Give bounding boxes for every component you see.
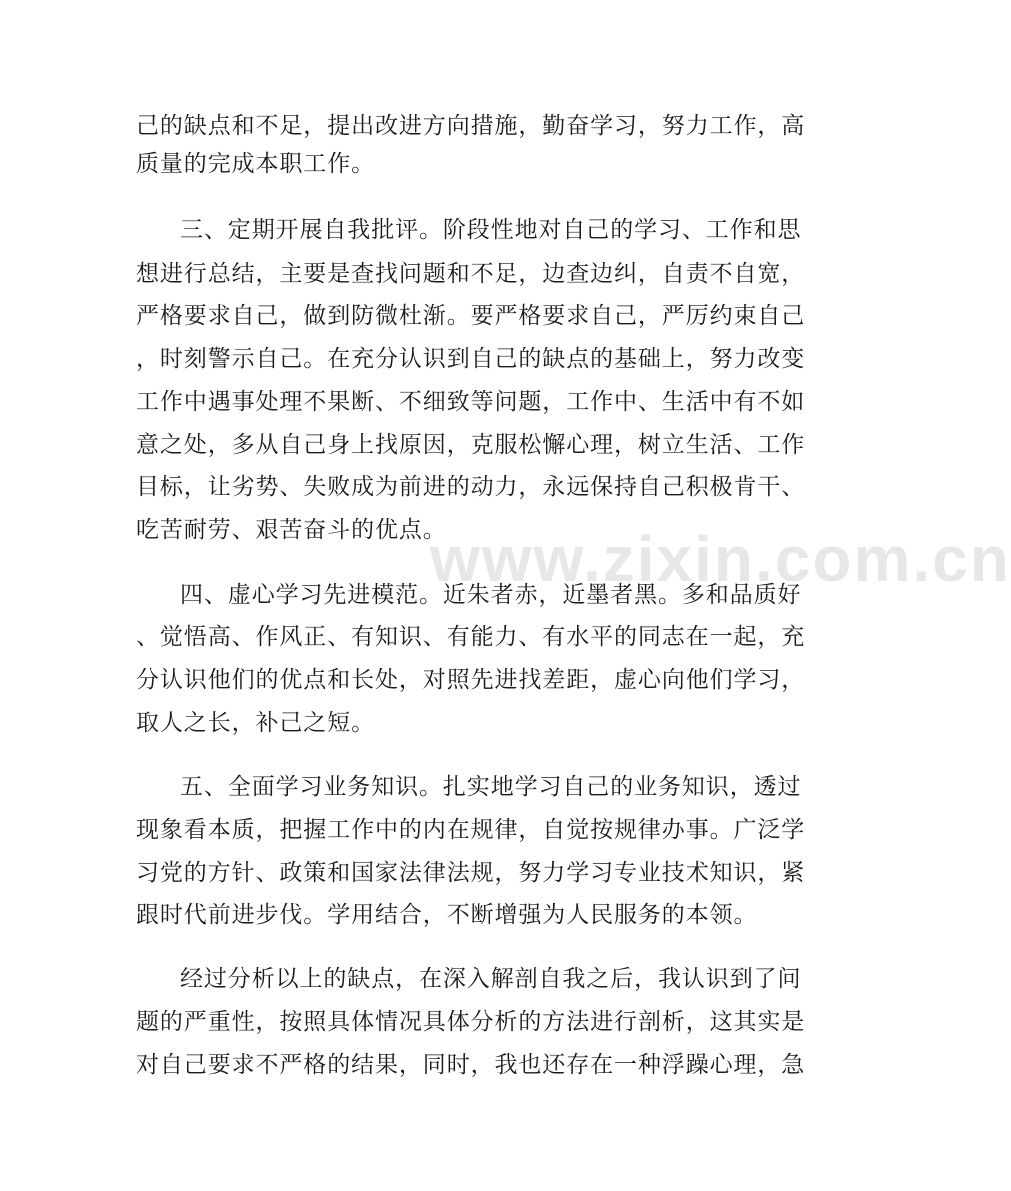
- text-line: 对自己要求不严格的结果，同时，我也还存在一种浮躁心理，急: [136, 1052, 806, 1078]
- text-line: ，时刻警示自己。在充分认识到自己的缺点的基础上，努力改变: [136, 346, 806, 372]
- text-line: 现象看本质，把握工作中的内在规律，自觉按规律办事。广泛学: [136, 817, 806, 843]
- paragraph-4-heading-line: 四、虚心学习先进模范。近朱者赤，近墨者黑。多和品质好: [180, 582, 802, 608]
- text-line: 己的缺点和不足，提出改进方向措施，勤奋学习，努力工作，高: [136, 113, 806, 139]
- paragraph-5-heading-line: 五、全面学习业务知识。扎实地学习自己的业务知识，透过: [180, 774, 802, 800]
- paragraph-3-heading-line: 三、定期开展自我批评。阶段性地对自己的学习、工作和思: [180, 217, 802, 243]
- text-line: 跟时代前进步伐。学用结合，不断增强为人民服务的本领。: [136, 902, 758, 928]
- text-line: 严格要求自己，做到防微杜渐。要严格要求自己，严厉约束自己: [136, 303, 806, 329]
- text-line: 质量的完成本职工作。: [136, 151, 375, 177]
- text-line: 分认识他们的优点和长处，对照先进找差距，虚心向他们学习，: [136, 667, 806, 693]
- text-line: 目标，让劣势、失败成为前进的动力，永远保持自己积极肯干、: [136, 474, 806, 500]
- paragraph-6-first-line: 经过分析以上的缺点，在深入解剖自我之后，我认识到了问: [180, 966, 802, 992]
- watermark: www.zixin.com.cn: [430, 523, 1011, 595]
- text-line: 、觉悟高、作风正、有知识、有能力、有水平的同志在一起，充: [136, 624, 806, 650]
- text-line: 吃苦耐劳、艰苦奋斗的优点。: [136, 517, 447, 543]
- text-line: 习党的方针、政策和国家法律法规，努力学习专业技术知识，紧: [136, 860, 806, 886]
- text-line: 意之处，多从自己身上找原因，克服松懈心理，树立生活、工作: [136, 432, 806, 458]
- text-line: 题的严重性，按照具体情况具体分析的方法进行剖析，这其实是: [136, 1009, 806, 1035]
- text-line: 工作中遇事处理不果断、不细致等问题，工作中、生活中有不如: [136, 389, 806, 415]
- text-line: 取人之长，补己之短。: [136, 710, 375, 736]
- text-line: 想进行总结，主要是查找问题和不足，边查边纠，自责不自宽，: [136, 261, 806, 287]
